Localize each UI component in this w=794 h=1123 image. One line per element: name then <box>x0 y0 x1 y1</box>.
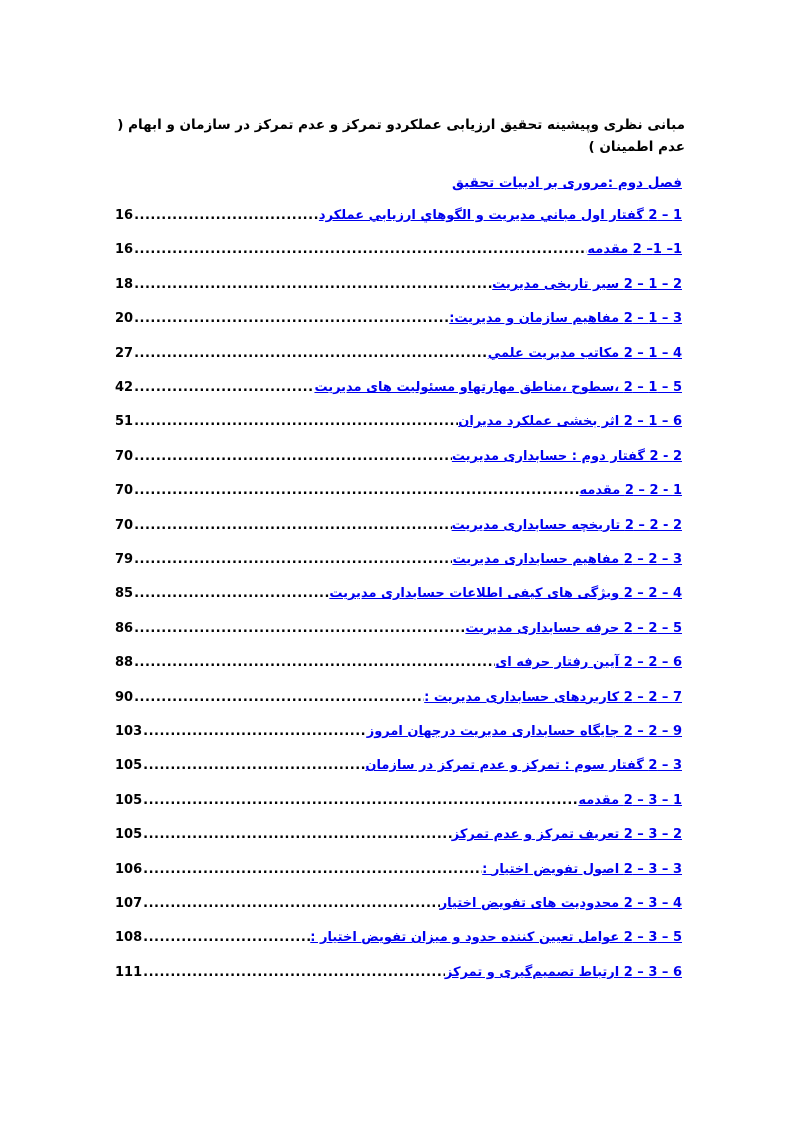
toc-entry-link[interactable]: 6 – 2 – 2 آیین رفتار حرفه ای <box>495 655 682 671</box>
toc-entry-link[interactable]: 6 – 3 – 2 ارتباط تصمیم‌گیری و تمرکز <box>444 964 682 980</box>
toc-page-number: 16 <box>115 242 134 258</box>
toc-entry[interactable] <box>115 724 682 748</box>
toc-entry[interactable] <box>115 930 682 954</box>
toc-page-number: 105 <box>115 792 143 808</box>
toc-entry[interactable] <box>115 414 682 438</box>
toc-dot-leader <box>143 724 367 739</box>
toc-entry-link[interactable]: 1 – 3 – 2 مقدمه <box>578 792 682 808</box>
toc-page-number: 103 <box>115 724 143 739</box>
toc-page-number: 105 <box>115 758 143 774</box>
toc-page-number: 42 <box>115 380 134 395</box>
toc-entry[interactable] <box>115 449 682 473</box>
toc-entry[interactable] <box>115 965 682 989</box>
toc-dot-leader <box>134 518 452 533</box>
toc-dot-leader <box>134 277 492 292</box>
toc-page-number: 86 <box>115 620 134 636</box>
toc-page-number: 20 <box>115 311 134 327</box>
toc-page-number: 107 <box>115 896 143 911</box>
toc-entry-link[interactable]: 6 – 1 – 2 اثر بخشی عملکرد مدیران <box>458 414 682 430</box>
toc-dot-leader <box>143 896 440 911</box>
toc-entry-link[interactable]: 4 – 2 – 2 ویژگی های کیفی اطلاعات حسابداری مدیریت <box>329 586 682 602</box>
toc-entry-link[interactable]: 4 – 3 – 2 محدودیت های تفویض اختیار <box>439 896 682 911</box>
toc-entry[interactable] <box>115 242 682 266</box>
toc-entry-link[interactable]: 2 – 1 – 2 سیر تاریخی مدیریت <box>492 276 682 292</box>
toc-entry[interactable] <box>115 896 682 920</box>
toc-entry-link[interactable]: 3 – 1 – 2 مفاهیم سازمان و مدیریت: <box>449 311 682 327</box>
toc-entry-link[interactable]: 5 – 1 – 2 ،سطوح ،مناطق مهارتهاو مسئولیت های مدیریت <box>314 380 682 395</box>
toc-page-number: 88 <box>115 655 134 671</box>
toc-page-number: 51 <box>115 414 134 430</box>
toc-entry-link[interactable]: 7 – 2 – 2 کاربردهای حسابداری مدیریت : <box>424 689 682 705</box>
toc-entry[interactable] <box>115 586 682 610</box>
toc-dot-leader <box>134 552 452 567</box>
toc-dot-leader <box>134 690 424 705</box>
toc-entry[interactable] <box>115 518 682 542</box>
toc-dot-leader <box>134 483 579 498</box>
toc-dot-leader <box>143 758 365 773</box>
toc-entry[interactable] <box>115 311 682 335</box>
toc-dot-leader <box>143 827 452 842</box>
toc-dot-leader <box>143 862 482 877</box>
toc-page-number: 79 <box>115 552 134 567</box>
toc-page-number: 27 <box>115 345 134 361</box>
toc-entry-link[interactable]: 5 – 2 – 2 حرفه حسابداری مدیریت <box>465 620 682 636</box>
toc-page-number: 90 <box>115 689 134 705</box>
toc-entry-link[interactable]: 3 – 2 گفتار سوم : تمرکز و عدم تمرکز در سازمان <box>365 758 682 774</box>
toc-entry-link[interactable]: 3 – 2 – 2 مفاهیم حسابداری مدیریت <box>452 552 682 567</box>
toc-entry[interactable] <box>115 862 682 886</box>
toc-entry-link[interactable]: 1 - 2 – 2 مقدمه <box>579 483 682 499</box>
toc-entry-link[interactable]: 5 – 3 – 2 عوامل تعیین کننده حدود و میزان تفویض اختیار : <box>310 930 682 946</box>
toc-dot-leader <box>134 311 449 326</box>
toc-entry[interactable] <box>115 277 682 301</box>
toc-dot-leader <box>134 414 458 429</box>
toc-entry[interactable] <box>115 483 682 507</box>
toc-entry[interactable] <box>115 552 682 576</box>
toc-entry[interactable] <box>115 793 682 817</box>
toc-dot-leader <box>134 346 488 361</box>
toc-entry[interactable] <box>115 690 682 714</box>
toc-page-number: 108 <box>115 930 143 946</box>
toc-dot-leader <box>143 930 310 945</box>
toc-page-number: 70 <box>115 448 134 464</box>
toc-dot-leader <box>134 449 452 464</box>
document-title: مبانی نظری وپیشینه تحقیق ارزیابی عملکردو تمرکز و عدم تمرکز در سازمان و ابهام ( عدم اطمینان ) <box>117 117 685 155</box>
toc-entry-link[interactable]: 1– 1– 2 مقدمه <box>587 242 682 258</box>
toc-page-number: 111 <box>115 964 143 980</box>
toc-entry-link[interactable]: 1 – 2 گفتار اول مباني مديريت و الگوهاي ارزيابي عملكرد <box>318 208 682 223</box>
toc-page-number: 70 <box>115 483 134 499</box>
toc-dot-leader <box>134 621 465 636</box>
toc-dot-leader <box>143 965 445 980</box>
toc-page-number: 105 <box>115 827 143 843</box>
toc-entry[interactable] <box>115 827 682 851</box>
toc-page-number: 85 <box>115 586 134 602</box>
toc-page-number: 70 <box>115 517 134 533</box>
toc-entry-link[interactable]: 9 – 2 – 2 جایگاه حسابداری مدیریت درجهان امروز <box>366 724 682 739</box>
toc-page-number: 16 <box>115 208 134 223</box>
chapter-heading-link[interactable]: فصل دوم :مروری بر ادبیات تحقیق <box>451 175 682 191</box>
toc-entry[interactable] <box>115 758 682 782</box>
toc-dot-leader <box>134 586 329 601</box>
toc-entry[interactable] <box>115 655 682 679</box>
toc-entry[interactable] <box>115 346 682 370</box>
toc-entry-link[interactable]: 2 - 2 گفتار دوم : حسابداری مدیریت <box>451 448 682 464</box>
toc-dot-leader <box>134 242 587 257</box>
toc-entry[interactable] <box>115 621 682 645</box>
toc-entry[interactable] <box>115 208 682 232</box>
toc-dot-leader <box>143 793 578 808</box>
toc-entry-link[interactable]: 2 – 3 – 2 تعریف تمرکز و عدم تمرکز <box>451 827 682 843</box>
toc-page-number: 106 <box>115 861 143 877</box>
toc-entry-link[interactable]: 4 – 1 – 2 مكاتب مديريت علمي <box>487 345 682 361</box>
toc-entry-link[interactable]: 2 - 2 – 2 تاریخچه حسابداری مدیریت <box>451 517 682 533</box>
toc-dot-leader <box>134 380 314 395</box>
toc-entry[interactable] <box>115 380 682 404</box>
toc-dot-leader <box>134 655 495 670</box>
toc-dot-leader <box>134 208 319 223</box>
toc-entry-link[interactable]: 3 – 3 – 2 اصول تفویض اختیار : <box>482 861 682 877</box>
toc-page-number: 18 <box>115 276 134 292</box>
